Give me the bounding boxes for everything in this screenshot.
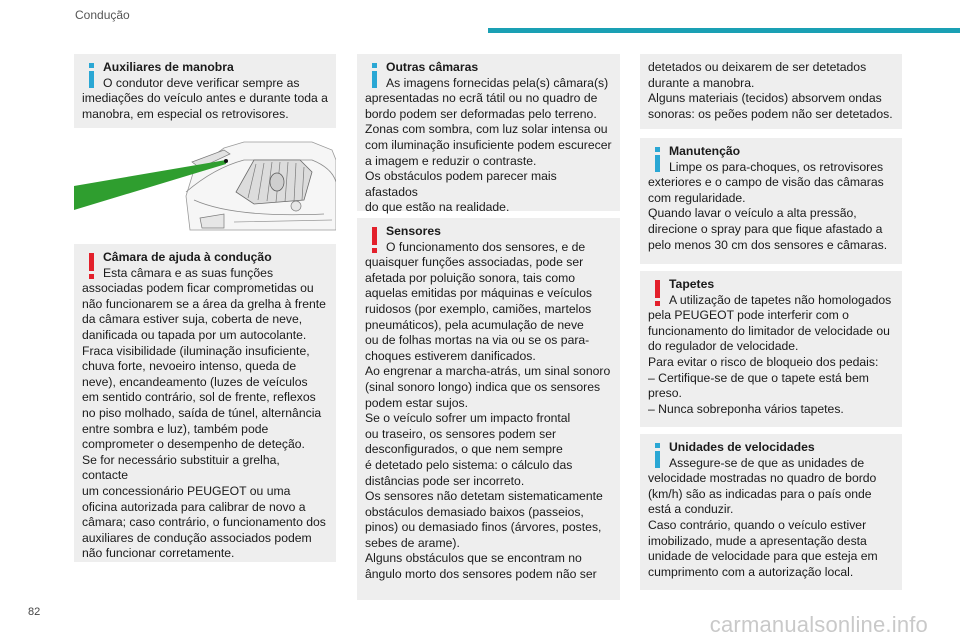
header-accent-bar bbox=[488, 28, 960, 33]
page-header-title: Condução bbox=[75, 8, 130, 22]
note-title: Unidades de velocidades bbox=[669, 440, 815, 454]
note-manutencao bbox=[640, 138, 902, 264]
watermark: carmanualsonline.info bbox=[709, 612, 928, 637]
note-title: Outras câmaras bbox=[386, 60, 479, 74]
note-lead: As imagens fornecidas pela(s) câmara(s) bbox=[386, 75, 609, 90]
note-body: detetados ou deixarem de ser detetados durante a manobra. Alguns materiais (tecidos) absorvem ondas sonoras: os peões podem não ser detetados. bbox=[648, 60, 893, 121]
note-body: exteriores e o campo de visão das câmaras com regularidade. Quando lavar o veículo a alta pressão, direcione o spray para que fique afastado a pelo menos 30 cm dos sensores e câmaras. bbox=[648, 175, 888, 252]
note-body: velocidade mostradas no quadro de bordo (km/h) são as indicadas para o país onde está a conduzir. Caso contrário, quando o veículo estiver imobilizado, mude a apresentação desta unidade de velocidade para que esteja em cumprimento com a autorização local. bbox=[648, 471, 878, 579]
warning-icon bbox=[84, 253, 100, 281]
note-lead: Assegure-se de que as unidades de bbox=[669, 455, 865, 470]
warning-tapetes bbox=[640, 271, 902, 427]
note-lead: Esta câmara e as suas funções bbox=[103, 265, 274, 280]
warning-icon bbox=[650, 280, 666, 308]
info-icon bbox=[84, 63, 100, 91]
warning-icon bbox=[367, 227, 383, 255]
warning-camara-ajuda-conducao bbox=[74, 244, 336, 562]
warning-sensores bbox=[357, 218, 620, 600]
page-number: 82 bbox=[28, 606, 41, 618]
note-auxiliares-manobra bbox=[74, 54, 336, 128]
note-title: Manutenção bbox=[669, 144, 741, 158]
warning-sensores-continuation bbox=[640, 54, 902, 129]
note-body: apresentadas no ecrã tátil ou no quadro de bordo podem ser deformadas pelo terreno. Zonas com sombra, com luz solar intensa ou com iluminação insuficiente podem escurecer a imagem e reduzir o contraste. Os obstáculos podem parecer mais afastados do que estão na realidade. bbox=[365, 91, 612, 215]
note-lead: A utilização de tapetes não homologados bbox=[669, 292, 892, 307]
note-title: Tapetes bbox=[669, 277, 715, 291]
note-title: Auxiliares de manobra bbox=[103, 60, 234, 74]
info-icon bbox=[367, 63, 383, 91]
note-lead: O funcionamento dos sensores, e de bbox=[386, 239, 586, 254]
note-title: Sensores bbox=[386, 224, 441, 238]
info-icon bbox=[650, 147, 666, 175]
note-body: pela PEUGEOT pode interferir com o funcionamento do limitador de velocidade ou do regulador de velocidade. Para evitar o risco de bloqueio dos pedais: – Certifique-se de que o tapete está bem preso. – Nunca sobreponha vários tapetes. bbox=[648, 308, 890, 416]
car-front-camera-illustration bbox=[74, 134, 336, 234]
note-body: quaisquer funções associadas, pode ser afetada por poluição sonora, tais como aquelas emitidas por máquinas e veículos ruidosos (por exemplo, camiões, martelos pneumáticos), pela acumulação de neve ou de folhas mortas na via ou se os para- choques estiverem danificados. Ao engrenar a marcha-atrás, um sinal sonoro (sinal sonoro longo) indica que os sensores podem estar sujos. Se o veículo sofrer um impacto frontal ou traseiro, os sensores podem ser desconfigurados, o que nem sempre é detetado pelo sistema: o cálculo das distâncias pode ser incorreto. Os sensores não detetam sistematicamente obstáculos demasiado baixos (passeios, pinos) ou demasiado finos (árvores, postes, sebes de arame). Alguns obstáculos que se encontram no ângulo morto dos sensores podem não ser bbox=[365, 255, 611, 582]
note-outras-camaras bbox=[357, 54, 620, 215]
info-icon bbox=[650, 443, 666, 471]
note-unidades-velocidades bbox=[640, 434, 902, 590]
note-body: imediações do veículo antes e durante toda a manobra, em especial os retrovisores. bbox=[82, 91, 328, 121]
note-lead: O condutor deve verificar sempre as bbox=[103, 75, 300, 90]
note-lead: Limpe os para-choques, os retrovisores bbox=[669, 159, 884, 174]
note-body: associadas podem ficar comprometidas ou não funcionarem se a área da grelha à frente da câmara estiver suja, coberta de neve, danificada ou tapada por um autocolante. Fraca visibilidade (iluminação insuficiente, chuva forte, nevoeiro intenso, queda de neve), encandeamento (luzes de veículos em sentido contrário, sol de frente, reflexos no piso molhado, saída de túnel, alternância entre sombra e luz), também pode comprometer o desempenho de deteção. Se for necessário substituir a grelha, contacte um concessionário PEUGEOT ou uma oficina autorizada para calibrar de novo a câmara; caso contrário, o funcionamento dos auxiliares de condução associados podem não funcionar corretamente. bbox=[82, 281, 326, 561]
note-title: Câmara de ajuda à condução bbox=[103, 250, 272, 264]
